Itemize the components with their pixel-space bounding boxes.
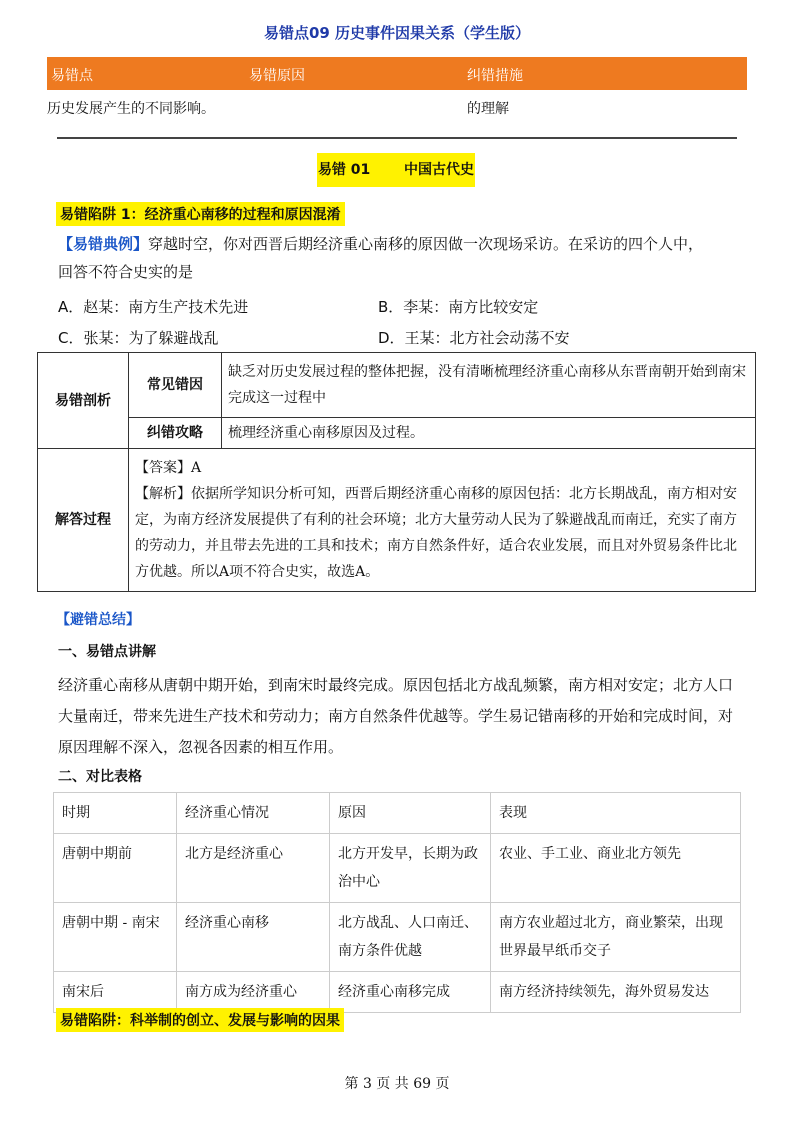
table-cell: 经济重心南移: [177, 903, 330, 972]
trap-title-2: 易错陷阱：科举制的创立、发展与影响的因果: [56, 1008, 344, 1032]
table-cell: 北方是经济重心: [177, 834, 330, 903]
option-c: C．张某：为了躲避战乱: [58, 329, 219, 347]
top-table-header-bar: [47, 57, 747, 90]
table-row: [54, 903, 741, 972]
strategy-label: 纠错攻略: [129, 418, 222, 449]
section-divider: [57, 137, 737, 139]
option-a: A．赵某：南方生产技术先进: [58, 298, 249, 316]
trap-title-1: 易错陷阱 1：经济重心南移的过程和原因混淆: [56, 202, 345, 226]
comparison-header-cell: 原因: [330, 793, 491, 834]
example-tag: 【易错典例】: [58, 235, 149, 253]
common-error-text: 缺乏对历史发展过程的整体把握，没有清晰梳理经济重心南移从东晋南朝开始到南宋完成这一过程中: [222, 353, 756, 418]
example-question-line2: 回答不符合史实的是: [58, 263, 194, 281]
solution-label: 解答过程: [38, 449, 129, 592]
table-cell: 南宋后: [54, 972, 177, 1013]
top-table-carry-left: 历史发展产生的不同影响。: [47, 101, 215, 117]
summary-heading-1: 一、易错点讲解: [58, 644, 156, 660]
example-question: [58, 230, 748, 286]
comparison-header-cell: 时期: [54, 793, 177, 834]
section-heading: [317, 153, 475, 187]
comparison-header-cell: 经济重心情况: [177, 793, 330, 834]
top-table-col-correction: 纠错措施: [467, 68, 523, 84]
table-cell: 南方经济持续领先，海外贸易发达: [491, 972, 741, 1013]
comparison-header-cell: 表现: [491, 793, 741, 834]
top-table-carry-right: 的理解: [467, 101, 509, 117]
table-cell: 南方农业超过北方，商业繁荣，出现世界最早纸币交子: [491, 903, 741, 972]
answer-text: 【答案】A: [135, 460, 202, 476]
top-table-col-error-point: 易错点: [51, 68, 93, 84]
comparison-table: [53, 792, 741, 1013]
solution-cell: [129, 449, 756, 592]
document-header-title: 易错点09 历史事件因果关系（学生版）: [263, 24, 531, 42]
section-label: 易错 01: [317, 162, 371, 178]
page-footer: 第 3 页 共 69 页: [344, 1076, 450, 1092]
table-cell: 南方成为经济重心: [177, 972, 330, 1013]
table-cell: 北方开发早，长期为政治中心: [330, 834, 491, 903]
explanation-text: 【解析】依据所学知识分析可知，西晋后期经济重心南移的原因包括：北方长期战乱，南方相对安定，为南方经济发展提供了有利的社会环境；北方大量劳动人民为了躲避战乱而南迁，充实了南方的劳动力，并且带去先进的工具和技术；南方自然条件好，适合农业发展，而且对外贸易条件比北方优越。所以A项不符合史实，故选A。: [135, 486, 737, 580]
strategy-text: 梳理经济重心南移原因及过程。: [222, 418, 756, 449]
summary-title: 【避错总结】: [56, 612, 140, 628]
option-b: B．李某：南方比较安定: [378, 298, 539, 316]
option-d: D．王某：北方社会动荡不安: [378, 329, 570, 347]
common-error-label: 常见错因: [129, 353, 222, 418]
top-table-col-error-cause: 易错原因: [249, 68, 305, 84]
table-row: [54, 972, 741, 1013]
section-title: 中国古代史: [404, 162, 475, 178]
table-row: [54, 834, 741, 903]
summary-heading-2: 二、对比表格: [58, 769, 142, 785]
comparison-header-row: [54, 793, 741, 834]
table-cell: 农业、手工业、商业北方领先: [491, 834, 741, 903]
table-cell: 唐朝中期 - 南宋: [54, 903, 177, 972]
analysis-label: 易错剖析: [38, 353, 129, 449]
summary-paragraph: 经济重心南移从唐朝中期开始，到南宋时最终完成。原因包括北方战乱频繁，南方相对安定；北方人口大量南迁，带来先进生产技术和劳动力；南方自然条件优越等。学生易记错南移的开始和完成时间，对原因理解不深入，忽视各因素的相互作用。: [58, 676, 734, 756]
table-cell: 经济重心南移完成: [330, 972, 491, 1013]
analysis-table: [37, 352, 756, 592]
example-question-line1: 穿越时空，你对西晋后期经济重心南移的原因做一次现场采访。在采访的四个人中，: [148, 235, 704, 253]
table-cell: 唐朝中期前: [54, 834, 177, 903]
table-cell: 北方战乱、人口南迁、南方条件优越: [330, 903, 491, 972]
